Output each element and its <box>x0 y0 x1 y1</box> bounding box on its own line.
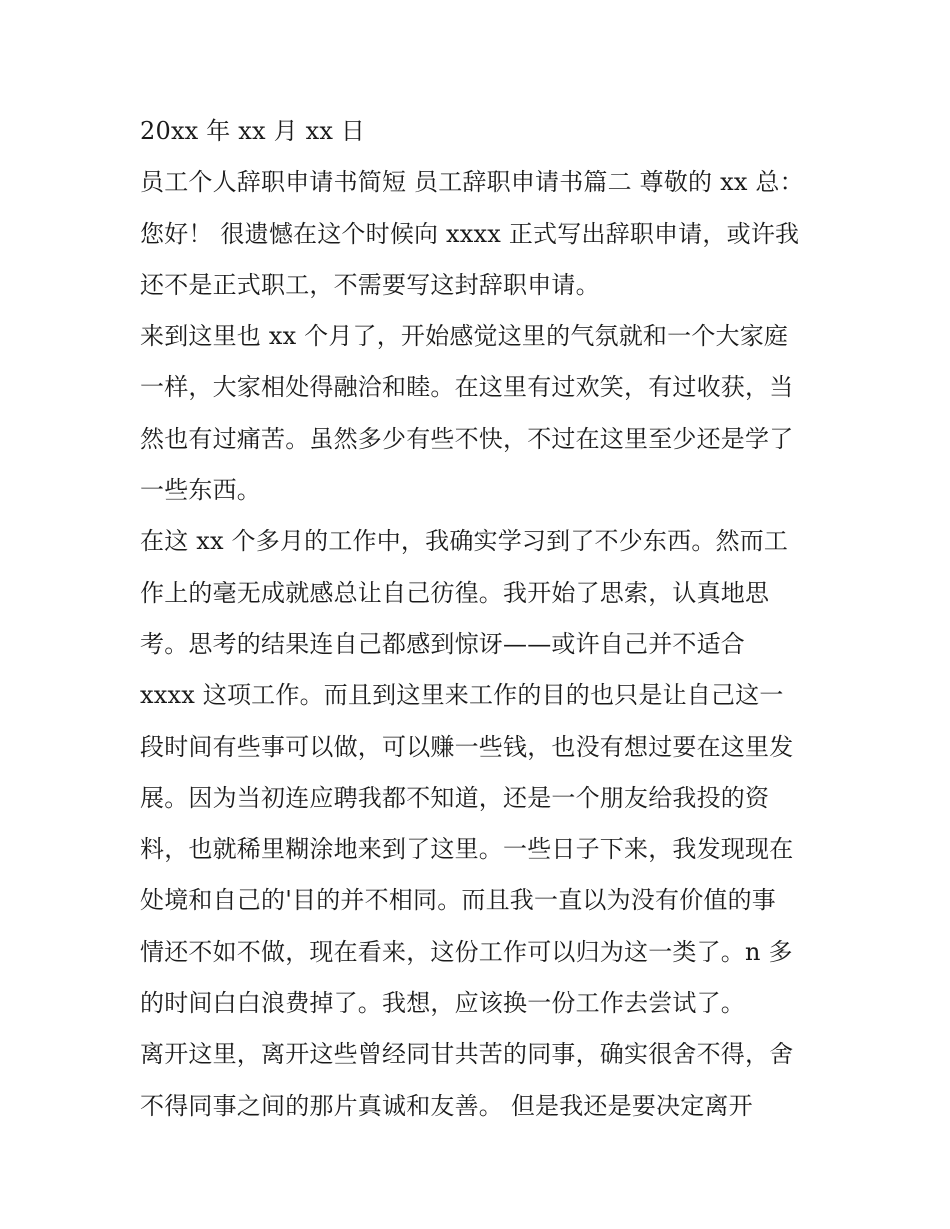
text-line: 作上的毫无成就感总让自己彷徨。我开始了思索，认真地思 <box>140 578 770 607</box>
text-line: xxxx 这项工作。而且到这里来工作的目的也只是让自己这一 <box>140 681 784 710</box>
text-line: 然也有过痛苦。虽然多少有些不快，不过在这里至少还是学了 <box>140 424 794 453</box>
text-line: 处境和自己的'目的并不相同。而且我一直以为没有价值的事 <box>140 886 776 915</box>
text-line: 还不是正式职工，不需要写这封辞职申请。 <box>140 270 600 299</box>
text-line: 您好！ 很遗憾在这个时候向 xxxx 正式写出辞职申请，或许我 <box>140 219 800 248</box>
text-line: 来到这里也 xx 个月了，开始感觉这里的气氛就和一个大家庭 <box>140 322 789 351</box>
text-line: 情还不如不做，现在看来，这份工作可以归为这一类了。n 多 <box>140 937 793 966</box>
text-line: 展。因为当初连应聘我都不知道，还是一个朋友给我投的资 <box>140 783 770 812</box>
text-line: 员工个人辞职申请书简短 员工辞职申请书篇二 尊敬的 xx 总： <box>140 168 804 197</box>
text-line: 考。思考的结果连自己都感到惊讶——或许自己并不适合 <box>140 629 745 658</box>
date-line: 20xx 年 xx 月 xx 日 <box>140 117 366 145</box>
text-line: 一些东西。 <box>140 476 261 505</box>
text-line: 料，也就稀里糊涂地来到了这里。一些日子下来，我发现现在 <box>140 835 794 864</box>
text-line: 不得同事之间的那片真诚和友善。 但是我还是要决定离开 <box>140 1091 753 1120</box>
text-line: 段时间有些事可以做，可以赚一些钱，也没有想过要在这里发 <box>140 732 794 761</box>
text-line: 的时间白白浪费掉了。我想，应该换一份工作去尝试了。 <box>140 989 745 1018</box>
letter-body <box>140 106 820 1132</box>
text-line: 一样，大家相处得融洽和睦。在这里有过欢笑，有过收获，当 <box>140 373 794 402</box>
text-line: 在这 xx 个多月的工作中，我确实学习到了不少东西。然而工 <box>140 527 789 556</box>
text-line: 离开这里，离开这些曾经同甘共苦的同事，确实很舍不得，舍 <box>140 1040 794 1069</box>
